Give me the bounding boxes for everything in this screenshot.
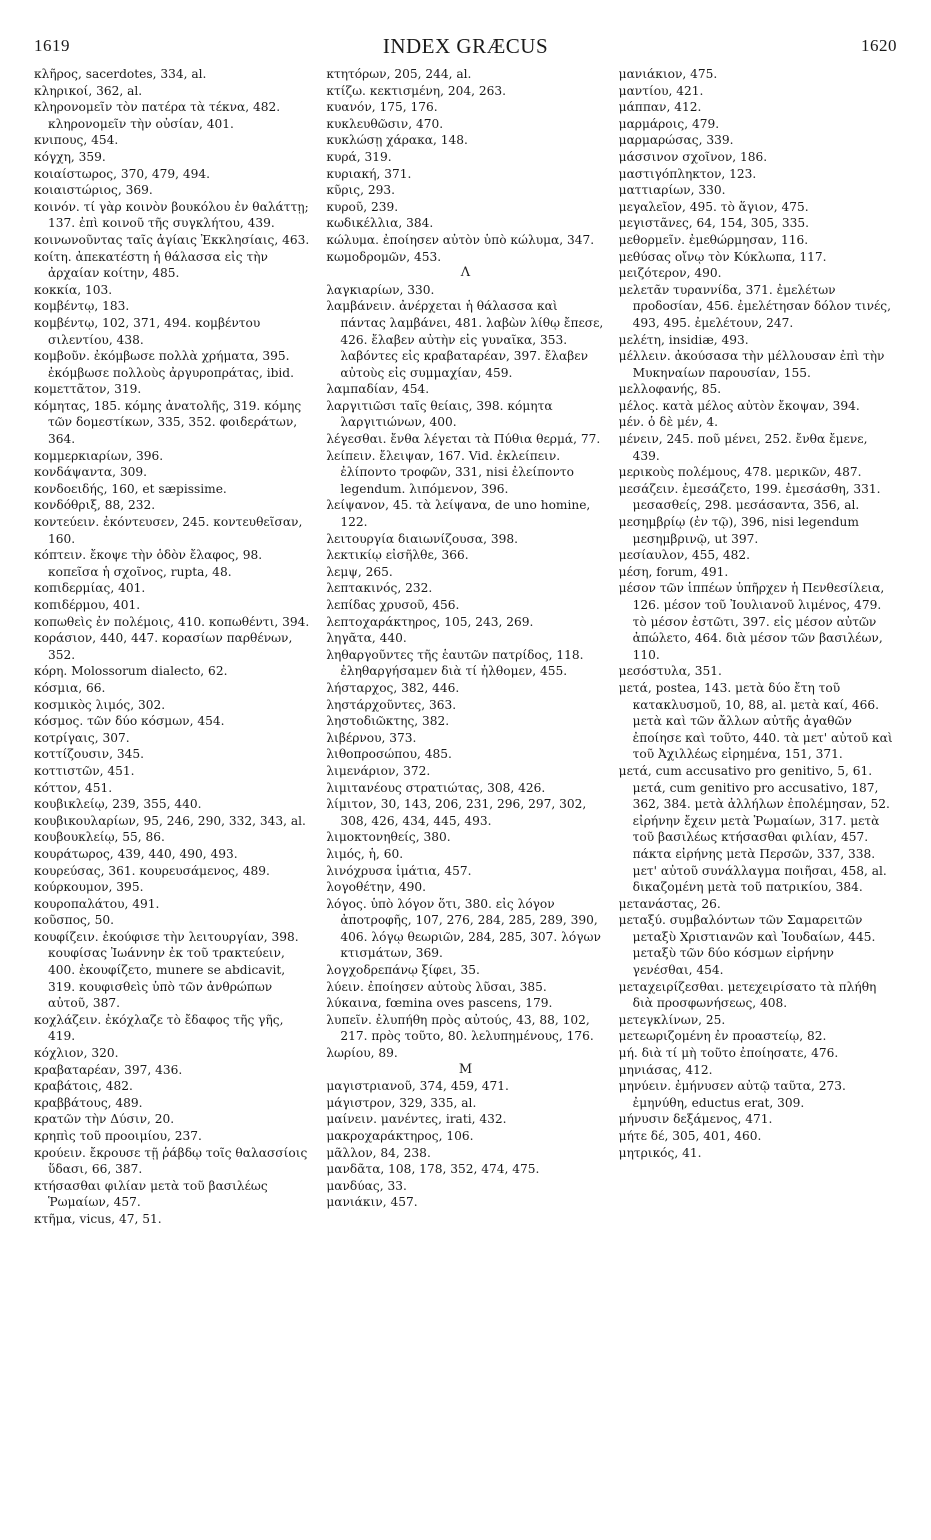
index-entry: λύειν. ἐποίησεν αὐτοὺς λῦσαι, 385. bbox=[326, 979, 547, 994]
index-entry: κῦρις, 293. bbox=[326, 183, 396, 198]
running-title: INDEX GRÆCUS bbox=[382, 34, 549, 58]
index-entry: κνιπους, 454. bbox=[34, 133, 119, 148]
index-entry: κομβέντῳ, 102, 371, 494. κομβέντου σιλεντίου, 438. bbox=[34, 315, 261, 347]
index-entry: λαμβάνειν. ἀνέρχεται ἡ θάλασσα καὶ πάντας λαμβάνει, 481. λαβὼν λίθῳ ἔπεσε, 426. ἔλαβεν αὐτὴν εἰς γυναῖκα, 353. λαβόντες εἰς κραβαταρέαν, 397. ἔλαβεν αὐτοὺς εἰς συμμαχίαν, 459. bbox=[326, 299, 604, 380]
index-entry: λιμοκτονηθείς, 380. bbox=[326, 830, 451, 845]
index-entry: λογχοδρεπάνῳ ξίφει, 35. bbox=[326, 963, 480, 978]
index-entry: κουρεύσας, 361. κουρευσάμενος, 489. bbox=[34, 863, 270, 878]
index-entry: λαγκιαρίων, 330. bbox=[326, 282, 435, 297]
index-entry: μεθορμεῖν. ἐμεθώρμησαν, 116. bbox=[618, 232, 809, 247]
index-entry: κοχλάζειν. ἐκόχλαζε τὸ ἔδαφος τῆς γῆς, 419. bbox=[34, 1012, 284, 1044]
index-entry: κώλυμα. ἐποίησεν αὐτὸν ὑπὸ κώλυμα, 347. bbox=[326, 232, 595, 247]
index-entry: κόχλιον, 320. bbox=[34, 1046, 119, 1061]
index-column-1 bbox=[34, 66, 312, 1228]
index-entry: λογοθέτην, 490. bbox=[326, 880, 427, 895]
index-entry: μαγιστριανοῦ, 374, 459, 471. bbox=[326, 1079, 509, 1094]
index-entry: κομβέντῳ, 183. bbox=[34, 299, 130, 314]
index-entry: λεπτοχαράκτηρος, 105, 243, 269. bbox=[326, 614, 534, 629]
index-entry: κοττίζουσιν, 345. bbox=[34, 747, 144, 762]
index-entry: κοπωθεὶς ἐν πολέμοις, 410. κοπωθέντι, 394. bbox=[34, 614, 310, 629]
letter-heading: Μ bbox=[458, 1061, 473, 1077]
index-entry: μερικοὺς πολέμους, 478. μερικῶν, 487. bbox=[618, 465, 862, 480]
page-header bbox=[34, 28, 897, 64]
index-entry: κτητόρων, 205, 244, al. bbox=[326, 67, 472, 81]
index-entry: λιμιτανέους στρατιώτας, 308, 426. bbox=[326, 780, 546, 795]
index-entry: μανδᾶτα, 108, 178, 352, 474, 475. bbox=[326, 1162, 540, 1177]
index-entry: μεσημβρίῳ (ἐν τῷ), 396, nisi legendum μεσημβρινῷ, ut 397. bbox=[618, 515, 859, 546]
index-entry: μετά, postea, 143. μετὰ δύο ἔτη τοῦ κατακλυσμοῦ, 10, 88, al. μετὰ καί, 466. μετὰ καὶ τῶν ἄλλων αὐτῆς ἀγαθῶν ἐποίησε καὶ τοῦτο, 440. τὰ μετ' αὐτοῦ καὶ τοῦ Ἀχιλλέως εἰρημένα, 151, 371. bbox=[618, 680, 893, 762]
index-entry: μελλοφανής, 85. bbox=[618, 382, 722, 397]
index-entry: λόγος. ὑπὸ λόγον ὅτι, 380. εἰς λόγον ἀποτροφῆς, 107, 276, 284, 285, 289, 390, 406. λόγῳ θεωριῶν, 284, 285, 307. λόγων κτισμάτων, 369. bbox=[326, 896, 601, 961]
index-entry: κραβαταρέαν, 397, 436. bbox=[34, 1062, 183, 1077]
index-entry: κόσμος. τῶν δύο κόσμων, 454. bbox=[34, 714, 225, 729]
index-entry: κοῦσπος, 50. bbox=[34, 913, 114, 928]
index-entry: κονδόθριξ, 88, 232. bbox=[34, 498, 156, 513]
index-entry: κυκλευθῶσιν, 470. bbox=[326, 116, 444, 131]
index-entry: κόσμια, 66. bbox=[34, 680, 106, 695]
index-entry: λαργιτιῶσι ταῖς θείαις, 398. κόμητα λαργιτιώνων, 400. bbox=[326, 398, 553, 430]
index-entry: κουβικουλαρίων, 95, 246, 290, 332, 343, al. bbox=[34, 813, 306, 828]
index-entry: μέλος. κατὰ μέλος αὐτὸν ἔκοψαν, 394. bbox=[618, 398, 860, 413]
index-entry: μήτε δέ, 305, 401, 460. bbox=[618, 1129, 762, 1143]
index-entry: μακροχαράκτηρος, 106. bbox=[326, 1129, 474, 1143]
index-entry: μειζότερον, 490. bbox=[618, 266, 722, 281]
index-entry: κραβάτοις, 482. bbox=[34, 1079, 133, 1094]
index-entry: κοράσιον, 440, 447. κορασίων παρθένων, 352. bbox=[34, 631, 293, 662]
index-entry: λιθοπροσώπου, 485. bbox=[326, 747, 452, 762]
index-entry: λεμψ, 265. bbox=[326, 564, 393, 579]
index-entry: λήσταρχος, 382, 446. bbox=[326, 680, 460, 695]
index-entry: κόμητας, 185. κόμης ἀνατολῆς, 319. κόμης τῶν δομεστίκων, 335, 352. φοιδεράτων, 364. bbox=[34, 398, 302, 447]
index-entry: λιμός, ἡ, 60. bbox=[326, 846, 404, 861]
index-entry: κωμοδρομῶν, 453. bbox=[326, 249, 442, 264]
index-entry: μητρικός, 41. bbox=[618, 1145, 702, 1160]
index-entry: μᾶλλον, 84, 238. bbox=[326, 1145, 431, 1160]
index-entry: λεπτακινός, 232. bbox=[326, 581, 433, 596]
index-entry: λινόχρυσα ἱμάτια, 457. bbox=[326, 863, 472, 878]
index-entry: μεθύσας οἴνῳ τὸν Κύκλωπα, 117. bbox=[618, 249, 827, 264]
index-entry: μή. διὰ τί μὴ τοῦτο ἐποίησατε, 476. bbox=[618, 1046, 839, 1061]
index-entry: κοπιδέρμου, 401. bbox=[34, 598, 141, 612]
index-entry: ληστοδιῶκτης, 382. bbox=[326, 714, 450, 729]
index-entry: μαίνειν. μανέντες, irati, 432. bbox=[326, 1112, 507, 1127]
index-entry: κρατῶν τὴν Δύσιν, 20. bbox=[34, 1112, 175, 1127]
index-entry: λαμπαδίαν, 454. bbox=[326, 382, 430, 397]
index-entry: λιμενάριον, 372. bbox=[326, 763, 431, 778]
index-entry: κουράτωρος, 439, 440, 490, 493. bbox=[34, 846, 238, 861]
index-entry: μεσόστυλα, 351. bbox=[618, 664, 722, 679]
index-columns bbox=[34, 66, 897, 1228]
index-entry: μήνυσιν δεξάμενος, 471. bbox=[618, 1112, 773, 1127]
index-entry: λείπειν. ἔλειψαν, 167. Vid. ἐκλείπειν. ἐλίποντο τροφῶν, 331, nisi ἐλείποντο legendum. λιπόμενον, 396. bbox=[326, 448, 574, 496]
index-entry: λωρίου, 89. bbox=[326, 1046, 398, 1061]
index-entry: μηνύειν. ἐμήνυσεν αὐτῷ ταῦτα, 273. ἐμηνύθη, eductus erat, 309. bbox=[618, 1079, 846, 1110]
index-entry: κρούειν. ἔκρουσε τῇ ῥάβδῳ τοῖς θαλασσίοις ὕδασι, 66, 387. bbox=[34, 1145, 308, 1177]
index-entry: κωδικέλλια, 384. bbox=[326, 216, 434, 231]
index-entry: κυριακή, 371. bbox=[326, 166, 412, 181]
index-entry: κόγχη, 359. bbox=[34, 149, 106, 164]
index-entry: μεγιστᾶνες, 64, 154, 305, 335. bbox=[618, 216, 809, 231]
index-entry: μέλλειν. ἀκούσασα τὴν μέλλουσαν ἐπὶ τὴν Μυκηναίων παρουσίαν, 155. bbox=[618, 349, 885, 380]
index-entry: μετεωριζομένη ἐν προαστείῳ, 82. bbox=[618, 1029, 827, 1044]
index-entry: μετεγκλίνων, 25. bbox=[618, 1012, 726, 1027]
index-entry: κυανόν, 175, 176. bbox=[326, 100, 438, 115]
index-entry: κτῆμα, vicus, 47, 51. bbox=[34, 1211, 162, 1226]
index-entry: λεκτικίῳ εἰσῆλθε, 366. bbox=[326, 548, 469, 563]
index-entry: μάγιστρον, 329, 335, al. bbox=[326, 1095, 477, 1110]
index-entry: μεσάζειν. ἐμεσάζετο, 199. ἐμεσάσθη, 331. μεσασθείς, 298. μεσάσαντα, 356, al. bbox=[618, 481, 881, 513]
index-entry: μετά, cum accusativo pro genitivo, 5, 61. μετά, cum genitivo pro accusativo, 187, 362, 384. μετὰ ἀλλήλων ἐπολέμησαν, 52. εἰρήνην ἔχειν μετὰ Ῥωμαίων, 317. μετὰ τοῦ βασιλέως κτήσασθαι φιλίαν, 457. πάκτα εἰρήνης μετὰ Περσῶν, 337, 338. μετ' αὐτοῦ συνάλλαγμα ποιῆσαι, 458, al. δικαζομένη μετὰ τοῦ πατρικίου, 384. bbox=[618, 763, 890, 895]
index-entry: μετανάστας, 26. bbox=[618, 896, 721, 911]
index-entry: κομμερκιαρίων, 396. bbox=[34, 448, 164, 463]
index-entry: κληρονομεῖν τὸν πατέρα τὰ τέκνα, 482. κληρονομεῖν τὴν οὐσίαν, 401. bbox=[34, 100, 281, 131]
index-entry: μελετᾶν τυραννίδα, 371. ἐμελέτων προδοσίαν, 456. ἐμελέτησαν δόλον τινές, 493, 495. ἐμελέτουν, 247. bbox=[618, 282, 891, 330]
index-entry: κληρικοί, 362, al. bbox=[34, 83, 143, 98]
index-entry: κτήσασθαι φιλίαν μετὰ τοῦ βασιλέως Ῥωμαίων, 457. bbox=[34, 1178, 268, 1210]
index-entry: κοινωνοῦντας ταῖς ἁγίαις Ἐκκλησίαις, 463. bbox=[34, 232, 310, 247]
index-entry: κοκκία, 103. bbox=[34, 282, 113, 297]
index-entry: κουροπαλάτου, 491. bbox=[34, 896, 160, 911]
index-entry: κομεττᾶτον, 319. bbox=[34, 382, 142, 397]
index-entry: κόπτειν. ἔκοψε τὴν ὁδὸν ἔλαφος, 98. κοπεῖσα ἡ σχοῖνος, rupta, 48. bbox=[34, 548, 263, 579]
index-entry: μαντίου, 421. bbox=[618, 83, 704, 98]
index-entry: κοινόν. τί γὰρ κοινὸν βουκόλου ἐν θαλάττῃ; 137. ἐπὶ κοινοῦ τῆς συγκλήτου, 439. bbox=[34, 199, 309, 231]
index-entry: μάσσινον σχοῖνον, 186. bbox=[618, 149, 768, 164]
index-entry: μέν. ὁ δὲ μέν, 4. bbox=[618, 415, 719, 430]
index-entry: κοπιδερμίας, 401. bbox=[34, 581, 146, 596]
index-entry: κοττιστῶν, 451. bbox=[34, 763, 135, 778]
index-entry: μανιάκιν, 457. bbox=[326, 1195, 418, 1210]
index-entry: μεταχειρίζεσθαι. μετεχειρίσατο τὰ πλήθη διὰ προσφωνήσεως, 408. bbox=[618, 979, 877, 1011]
index-entry: κόρη. Molossorum dialecto, 62. bbox=[34, 664, 228, 679]
index-entry: κούρκουμον, 395. bbox=[34, 880, 144, 895]
index-entry: μέσον τῶν ἱππέων ὑπῆρχεν ἡ Πενθεσίλεια, 126. μέσον τοῦ Ἰουλιανοῦ λιμένος, 479. τὸ μέσον ἐστῶτι, 397. εἰς μέσον αὐτῶν ἀπώλετο, 464. διὰ μέσον τῶν βασιλέων, 110. bbox=[618, 581, 885, 662]
index-entry: κονδάψαντα, 309. bbox=[34, 465, 147, 480]
index-entry: λείψανον, 45. τὰ λείψανα, de uno homine, 122. bbox=[326, 498, 591, 530]
index-entry: κονδοειδής, 160, et sæpissime. bbox=[34, 481, 227, 496]
index-entry: μηνιάσας, 412. bbox=[618, 1062, 713, 1077]
index-entry: λιβέρνου, 373. bbox=[326, 730, 417, 745]
index-entry: κρηπὶς τοῦ προοιμίου, 237. bbox=[34, 1129, 202, 1143]
index-entry: μαστιγόπληκτον, 123. bbox=[618, 166, 757, 181]
index-entry: μεταξύ. συμβαλόντων τῶν Σαμαρειτῶν μεταξὺ Χριστιανῶν καὶ Ἰουδαίων, 445. μεταξὺ τῶν δύο κόσμων εἰρήνην γενέσθαι, 454. bbox=[618, 913, 876, 978]
index-entry: κυκλώσῃ χάρακα, 148. bbox=[326, 133, 468, 148]
page-number-left: 1619 bbox=[34, 36, 70, 55]
page-number-right: 1620 bbox=[861, 36, 897, 55]
index-entry: ληθαργοῦντες τῆς ἑαυτῶν πατρίδος, 118. ἐληθαργήσαμεν διὰ τί ἠλθομεν, 455. bbox=[326, 647, 584, 679]
index-entry: μανιάκιον, 475. bbox=[618, 67, 718, 81]
index-entry: κοιαιστώριος, 369. bbox=[34, 183, 153, 198]
index-entry: κυροῦ, 239. bbox=[326, 199, 399, 214]
index-entry: ληγᾶτα, 440. bbox=[326, 631, 407, 646]
index-entry: μάππαν, 412. bbox=[618, 100, 702, 115]
index-entry: μαρμαρώσας, 339. bbox=[618, 133, 734, 148]
index-entry: κραββάτους, 489. bbox=[34, 1095, 143, 1110]
index-entry: κόττον, 451. bbox=[34, 780, 113, 795]
index-column-3 bbox=[619, 66, 897, 1228]
index-entry: μαρμάροις, 479. bbox=[618, 116, 720, 131]
index-entry: λειτουργία διαιωνίζουσα, 398. bbox=[326, 531, 519, 546]
index-entry: κυρά, 319. bbox=[326, 149, 392, 164]
index-entry: ματτιαρίων, 330. bbox=[618, 183, 726, 198]
index-entry: μεσίαυλον, 455, 482. bbox=[618, 548, 750, 563]
index-entry: λέγεσθαι. ἔνθα λέγεται τὰ Πύθια θερμά, 77. bbox=[326, 432, 601, 447]
index-entry: κουβικλείῳ, 239, 355, 440. bbox=[34, 797, 202, 812]
index-entry: μανδύας, 33. bbox=[326, 1178, 407, 1193]
index-entry: κοντεύειν. ἐκόντευσεν, 245. κοντευθεῖσαν, 160. bbox=[34, 515, 303, 546]
letter-heading: Λ bbox=[460, 265, 471, 281]
index-entry: μένειν, 245. ποῦ μένει, 252. ἔνθα ἔμενε, 439. bbox=[618, 432, 868, 463]
index-entry: μεγαλεῖον, 495. τὸ ἅγιον, 475. bbox=[618, 199, 809, 214]
index-entry: κοιαίστωρος, 370, 479, 494. bbox=[34, 166, 210, 181]
index-entry: κτίζω. κεκτισμένη, 204, 263. bbox=[326, 83, 506, 98]
index-entry: λεπίδας χρυσοῦ, 456. bbox=[326, 598, 460, 612]
index-entry: κοτρίγαις, 307. bbox=[34, 730, 130, 745]
index-entry: κουβουκλείῳ, 55, 86. bbox=[34, 830, 165, 845]
index-entry: μέση, forum, 491. bbox=[618, 564, 729, 579]
index-entry: κλῆρος, sacerdotes, 334, al. bbox=[34, 67, 207, 81]
index-entry: λυπεῖν. ἐλυπήθη πρὸς αὐτούς, 43, 88, 102, 217. πρὸς τοῦτο, 80. λελυπημένους, 176. bbox=[326, 1012, 594, 1044]
index-entry: κοσμικὸς λιμός, 302. bbox=[34, 697, 166, 712]
index-entry: μελέτη, insidiæ, 493. bbox=[618, 332, 749, 347]
index-entry: λύκαινα, fœmina oves pascens, 179. bbox=[326, 996, 553, 1011]
index-entry: κοίτη. ἀπεκατέστη ἡ θάλασσα εἰς τὴν ἀρχαίαν κοίτην, 485. bbox=[34, 249, 268, 281]
index-entry: λίμιτον, 30, 143, 206, 231, 296, 297, 302, 308, 426, 434, 445, 493. bbox=[326, 797, 587, 828]
index-entry: κουφίζειν. ἐκούφισε τὴν λειτουργίαν, 398. κουφίσας Ἰωάννην ἐκ τοῦ τρακτεύειν, 400. ἐκουφίζετο, munere se abdicavit, 319. κουφισθεὶς ὑπὸ τῶν ἀνθρώπων αὐτοῦ, 387. bbox=[34, 929, 299, 1011]
index-entry: κομβοῦν. ἐκόμβωσε πολλὰ χρήματα, 395. ἐκόμβωσε πολλοὺς ἀργυροπράτας, ibid. bbox=[34, 349, 294, 380]
index-entry: ληστάρχοῦντες, 363. bbox=[326, 697, 457, 712]
index-column-2 bbox=[326, 66, 604, 1228]
